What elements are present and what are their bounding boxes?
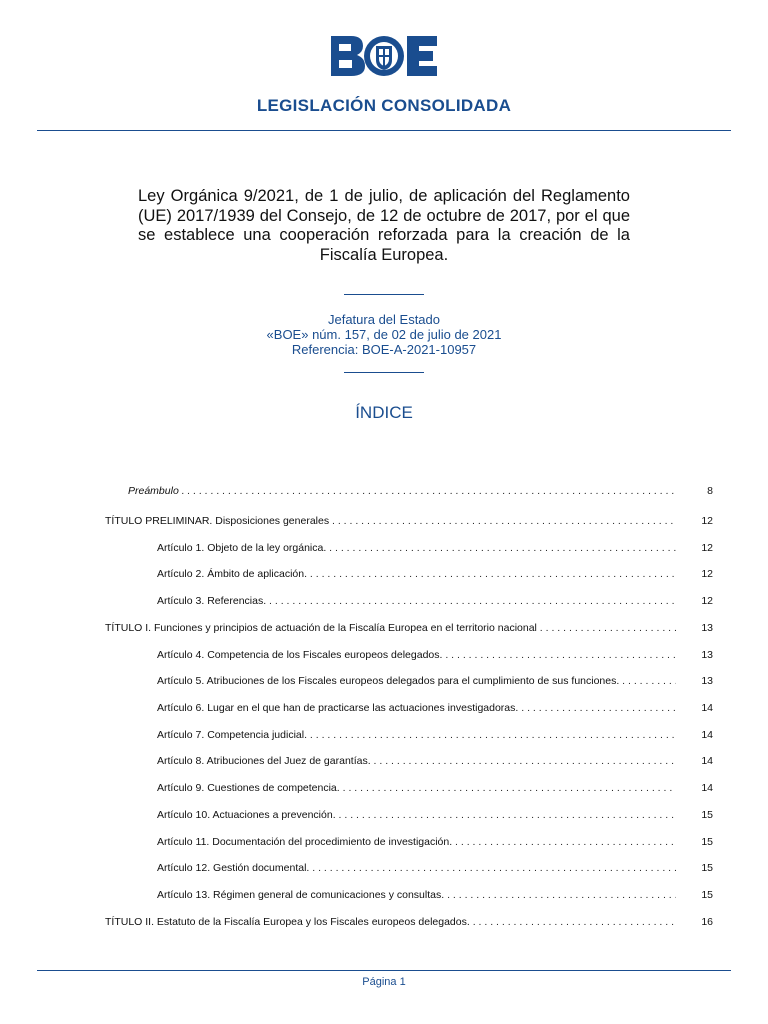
page-number: Página 1 xyxy=(362,976,406,988)
toc-entry-page: 15 xyxy=(701,889,713,901)
toc-entry-articulo-3[interactable] xyxy=(0,593,768,609)
toc-entry-page: 14 xyxy=(701,782,713,794)
toc-entry-page: 8 xyxy=(707,485,713,497)
boe-logo-wrapper xyxy=(0,34,768,83)
meta-divider-bottom xyxy=(344,372,424,373)
toc-entry-articulo-1[interactable] xyxy=(0,540,768,556)
toc-entry-page: 15 xyxy=(701,809,713,821)
toc-entry-page: 12 xyxy=(701,568,713,580)
toc-entry-label: Artículo 6. Lugar en el que han de practicarse las actuaciones investigadoras. . . . xyxy=(157,700,676,716)
toc-entry-label: Artículo 4. Competencia de los Fiscales europeos delegados. . . . xyxy=(157,647,676,663)
toc-entry-label: Artículo 2. Ámbito de aplicación. . . . xyxy=(157,566,676,582)
document-metadata xyxy=(0,312,768,357)
toc-entry-titulo-ii[interactable] xyxy=(0,914,768,930)
toc-entry-articulo-7[interactable] xyxy=(0,727,768,743)
index-heading: ÍNDICE xyxy=(355,403,413,422)
boe-logo xyxy=(329,34,439,78)
toc-entry-label: Artículo 11. Documentación del procedimiento de investigación. . . . xyxy=(157,834,676,850)
toc-entry-label: Artículo 10. Actuaciones a prevención. . . . xyxy=(157,807,676,823)
toc-entry-page: 12 xyxy=(701,542,713,554)
meta-divider-top xyxy=(344,294,424,295)
toc-entry-titulo-preliminar[interactable] xyxy=(0,513,768,529)
toc-entry-label: TÍTULO II. Estatuto de la Fiscalía Europea y los Fiscales europeos delegados. . . . xyxy=(105,914,676,930)
toc-entry-titulo-i[interactable] xyxy=(0,620,768,636)
toc-entry-articulo-13[interactable] xyxy=(0,887,768,903)
toc-entry-articulo-2[interactable] xyxy=(0,566,768,582)
toc-entry-label: Artículo 5. Atribuciones de los Fiscales europeos delegados para el cumplimiento de sus funciones. . . . xyxy=(157,673,676,689)
toc-entry-page: 16 xyxy=(701,916,713,928)
toc-entry-label: Artículo 13. Régimen general de comunicaciones y consultas. . . . xyxy=(157,887,676,903)
toc-entry-page: 14 xyxy=(701,755,713,767)
toc-entry-page: 14 xyxy=(701,702,713,714)
toc-entry-label: Artículo 12. Gestión documental. . . . xyxy=(157,860,676,876)
toc-entry-page: 12 xyxy=(701,515,713,527)
section-title: LEGISLACIÓN CONSOLIDADA xyxy=(256,96,512,115)
toc-entry-page: 12 xyxy=(701,595,713,607)
toc-entry-label: Artículo 8. Atribuciones del Juez de garantías. . . . xyxy=(157,753,676,769)
toc-entry-articulo-6[interactable] xyxy=(0,700,768,716)
document-title: Ley Orgánica 9/2021, de 1 de julio, de aplicación del Reglamento (UE) 2017/1939 del Consejo, de 12 de octubre de 2017, por el que se establece una cooperación reforzada para la creación de la Fiscalía Europea. xyxy=(138,187,630,264)
footer-divider xyxy=(37,970,731,971)
toc-entry-label: Artículo 9. Cuestiones de competencia. . . . xyxy=(157,780,676,796)
toc-entry-preambulo[interactable] xyxy=(0,483,768,499)
toc-entry-label: Artículo 1. Objeto de la ley orgánica. . . . xyxy=(157,540,676,556)
boe-reference: «BOE» núm. 157, de 02 de julio de 2021 xyxy=(266,327,502,342)
toc-entry-page: 13 xyxy=(701,622,713,634)
toc-entry-label: TÍTULO PRELIMINAR. Disposiciones generales . . . xyxy=(105,513,676,529)
toc-entry-label: Artículo 3. Referencias. . . . xyxy=(157,593,676,609)
toc-entry-page: 15 xyxy=(701,862,713,874)
toc-entry-label: Preámbulo . . . xyxy=(128,483,676,499)
toc-entry-articulo-9[interactable] xyxy=(0,780,768,796)
toc-entry-label: TÍTULO I. Funciones y principios de actuación de la Fiscalía Europea en el territorio nacional . . . xyxy=(105,620,676,636)
toc-entry-articulo-5[interactable] xyxy=(0,673,768,689)
toc-entry-articulo-10[interactable] xyxy=(0,807,768,823)
toc-entry-articulo-4[interactable] xyxy=(0,647,768,663)
toc-entry-articulo-12[interactable] xyxy=(0,860,768,876)
toc-entry-page: 15 xyxy=(701,836,713,848)
department: Jefatura del Estado xyxy=(327,312,441,327)
toc-entry-page: 13 xyxy=(701,649,713,661)
toc-entry-page: 14 xyxy=(701,729,713,741)
toc-entry-articulo-8[interactable] xyxy=(0,753,768,769)
document-reference: Referencia: BOE-A-2021-10957 xyxy=(291,342,477,357)
toc-entry-articulo-11[interactable] xyxy=(0,834,768,850)
toc-entry-label: Artículo 7. Competencia judicial. . . . xyxy=(157,727,676,743)
toc-entry-page: 13 xyxy=(701,675,713,687)
header-divider xyxy=(37,130,731,131)
